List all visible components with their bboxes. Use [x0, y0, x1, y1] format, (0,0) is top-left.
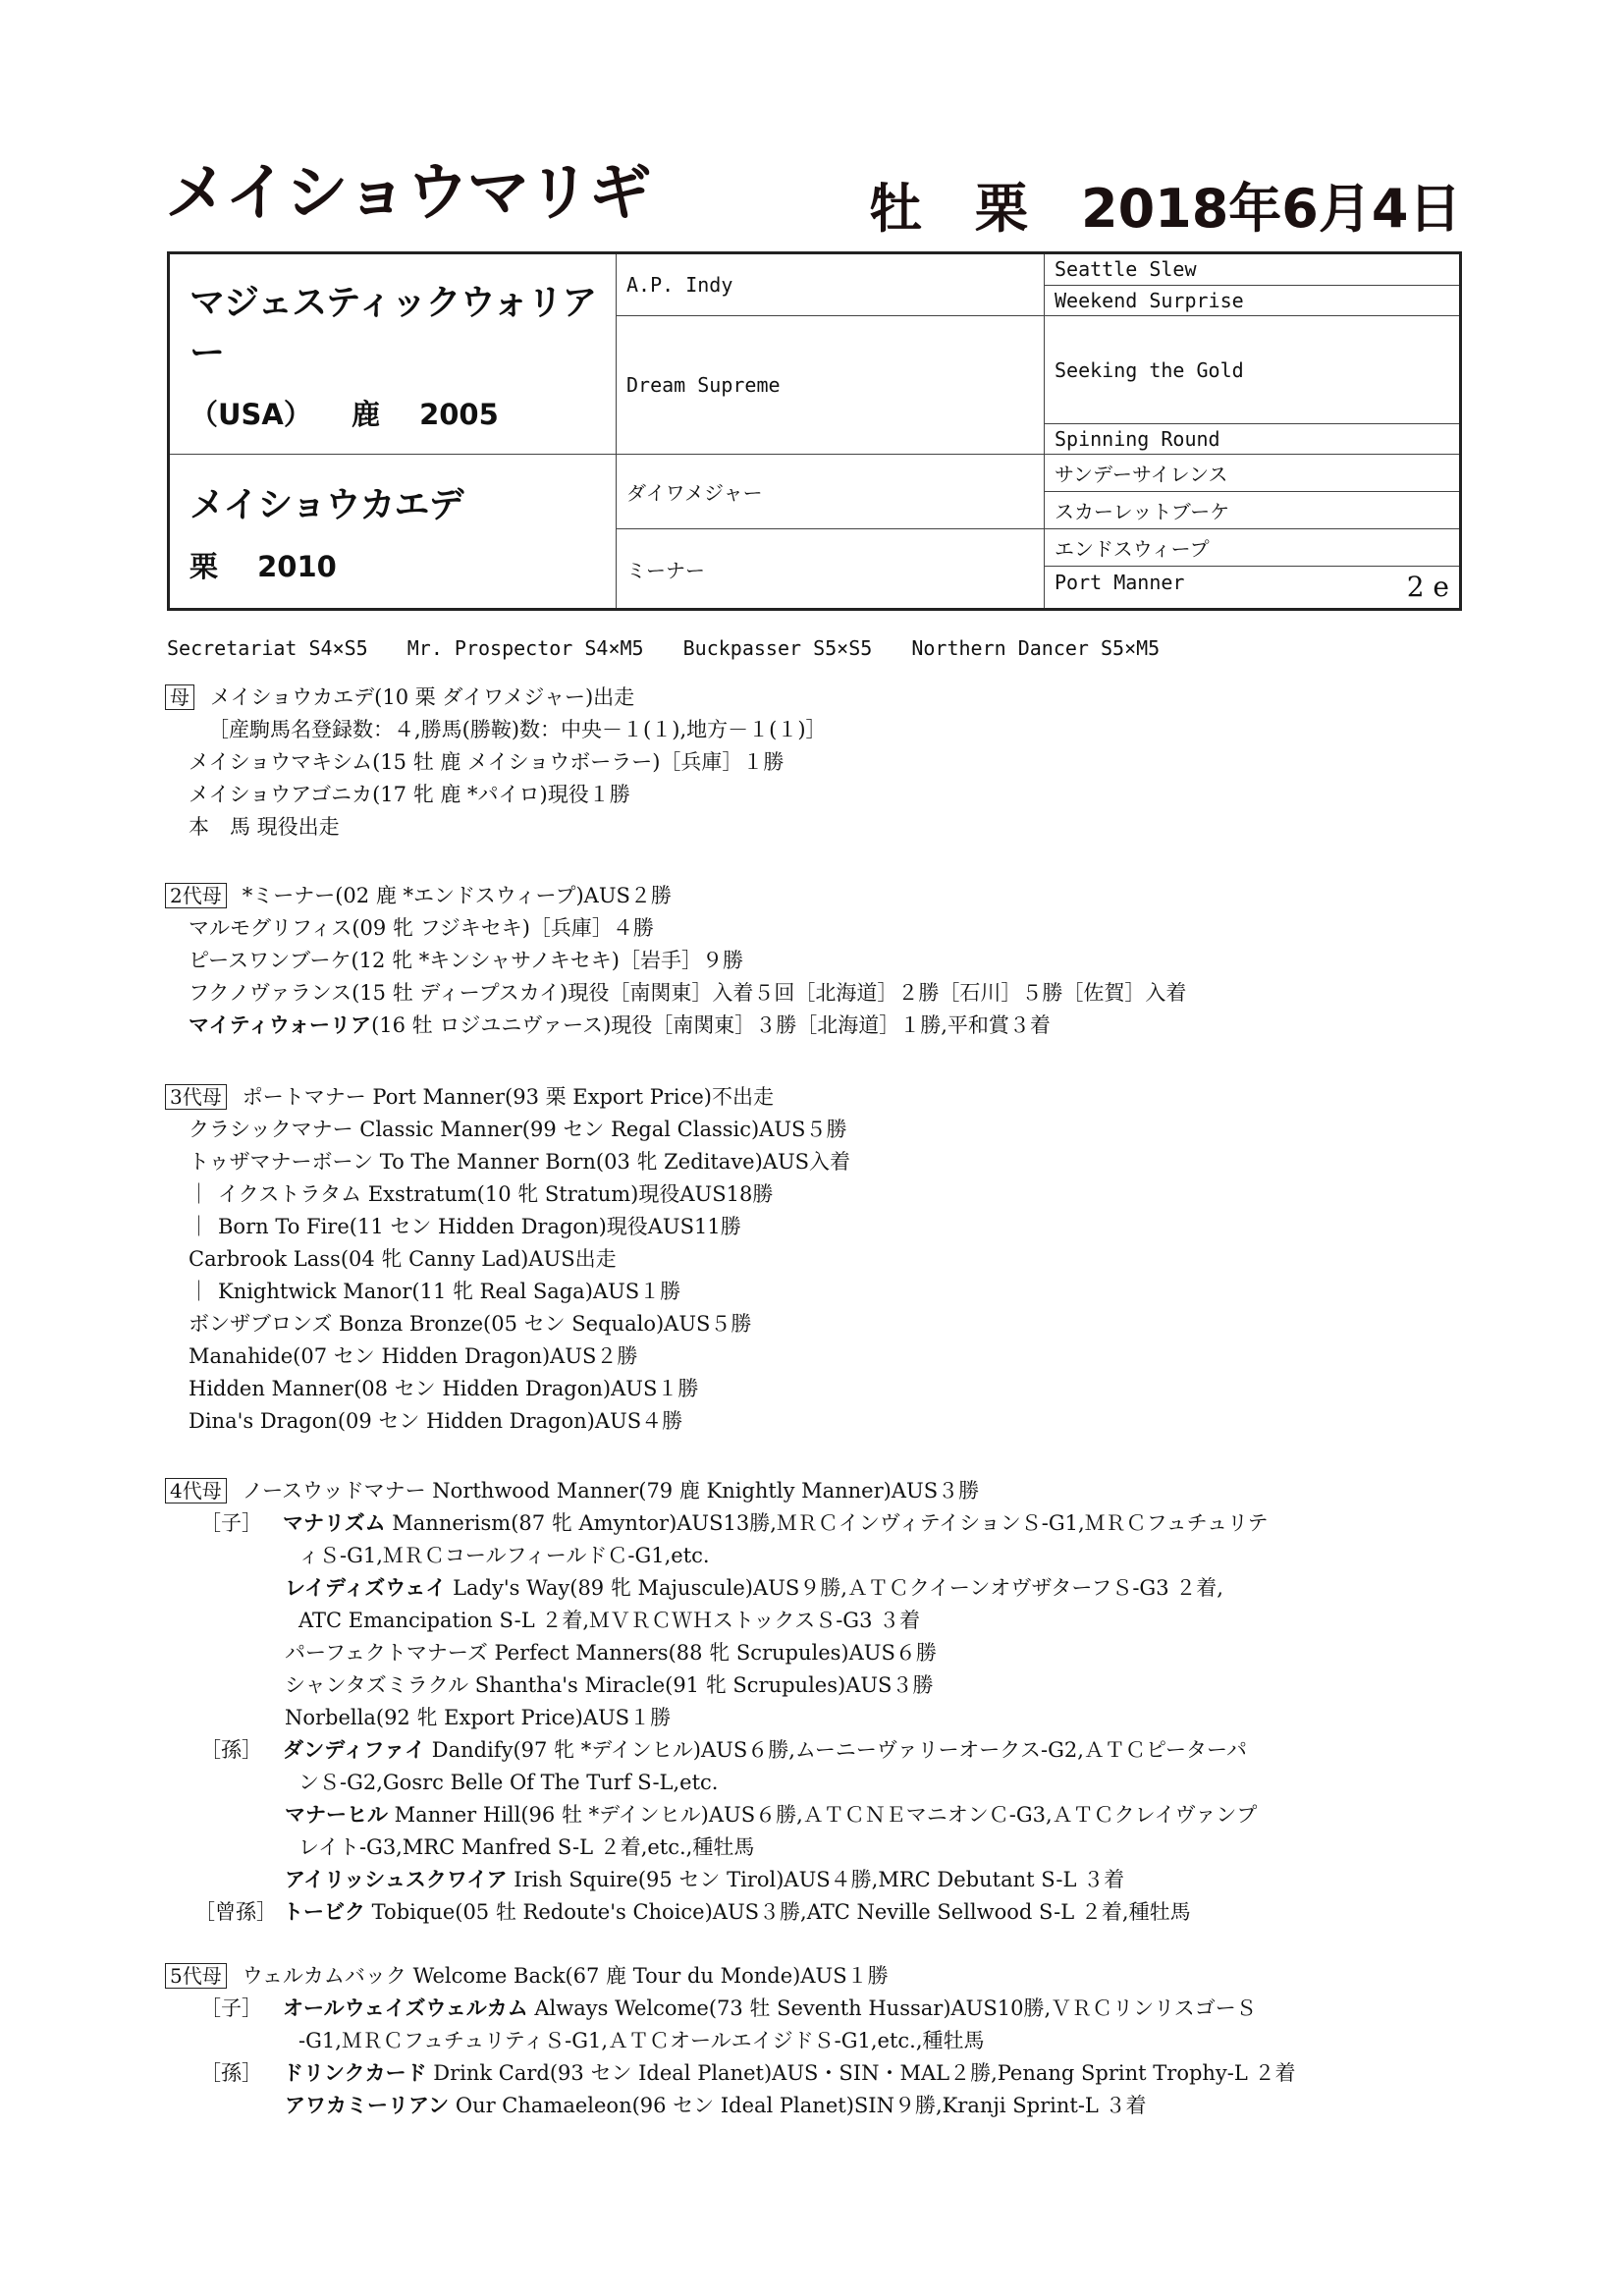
category-label: ［孫］ [200, 1738, 262, 1762]
section-label: 4代母 [165, 1478, 227, 1503]
section-second-dam [165, 880, 1461, 1042]
notable-line [165, 2090, 1461, 2122]
progeny-line: Manahide(07 セン Hidden Dragon)AUS２勝 [189, 1344, 638, 1368]
progeny-summary: ［産駒馬名登録数：４,勝馬(勝鞍)数：中央－１(１),地方－１(１)］ [208, 718, 827, 741]
sire-name: マジェスティックウォリアー [189, 283, 597, 374]
progeny-line: クラシックマナー Classic Manner(99 セン Regal Classic)AUS５勝 [189, 1118, 847, 1141]
dam-dam: ミーナー [617, 529, 1045, 610]
notable-line [165, 1799, 1461, 1831]
notable-detail: Lady's Way(89 牝 Majuscule)AUS９勝,ＡＴＣクイーンオヴザターフＳ-G3 ２着, [446, 1576, 1223, 1600]
gp-2: Weekend Surprise [1045, 285, 1461, 316]
tree-bar: ｜ [189, 1182, 209, 1206]
grandprogeny-text: Knightwick Manor(11 牝 Real Saga)AUS１勝 [218, 1280, 681, 1303]
notable-continued: レイト-G3,MRC Manfred S-L ２着,etc.,種牡馬 [298, 1835, 755, 1859]
notable-detail: Mannerism(87 牝 Amyntor)AUS13勝,ＭＲＣインヴィテイションＳ-G1,ＭＲＣフュチュリテ [385, 1511, 1269, 1535]
dam-name: メイショウカエデ [189, 485, 463, 526]
category-label: ［孫］ [200, 2061, 262, 2085]
grandprogeny-line [165, 1178, 1461, 1211]
gp-6: スカーレットブーケ [1045, 492, 1461, 529]
section-dam [165, 682, 1461, 844]
inbreeding-item: Northern Dancer S5×M5 [911, 636, 1161, 660]
notable-detail: Tobique(05 牡 Redoute's Choice)AUS３勝,ATC Neville Sellwood S-L ２着,種牡馬 [365, 1900, 1191, 1924]
sire-dam: Dream Supreme [617, 316, 1045, 455]
sire-origin: （USA） 鹿 2005 [189, 398, 499, 432]
progeny-line: パーフェクトマナーズ Perfect Manners(88 牝 Scrupules)AUS６勝 [285, 1641, 937, 1665]
notable-line [165, 1572, 1461, 1605]
dam-line: メイショウカエデ(10 栗 ダイワメジャー)出走 [210, 685, 635, 709]
category-label: ［曾孫］ [194, 1900, 277, 1924]
second-dam-line: *ミーナー(02 鹿 *エンドスウィープ)AUS２勝 [242, 884, 672, 907]
progeny-line: ピースワンブーケ(12 牝 *キンシャサノキセキ)［岩手］９勝 [189, 949, 743, 972]
category-label: ［子］ [200, 1996, 262, 2020]
progeny-line: Dina's Dragon(09 セン Hidden Dragon)AUS４勝 [189, 1409, 683, 1433]
notable-name: マナリズム [283, 1511, 386, 1535]
gp-7: エンドスウィープ [1045, 529, 1461, 567]
pedigree-table [167, 251, 1462, 611]
family-code: 2 e [1406, 571, 1449, 604]
notable-detail: Irish Squire(95 セン Tirol)AUS４勝,MRC Debutant S-L ３着 [507, 1868, 1125, 1891]
gp-8-name: Port Manner [1055, 571, 1185, 595]
section-label: 母 [165, 684, 194, 710]
notable-line [165, 2057, 1461, 2090]
progeny-line: トゥザマナーボーン To The Manner Born(03 牝 Zeditave)AUS入着 [189, 1150, 851, 1174]
notable-name: レイディズウェイ [285, 1576, 447, 1600]
notable-line [165, 1734, 1461, 1767]
gp-1: Seattle Slew [1045, 253, 1461, 286]
grandprogeny-line [165, 1211, 1461, 1243]
third-dam-line: ポートマナー Port Manner(93 栗 Export Price)不出走 [242, 1085, 774, 1109]
grandprogeny-text: Born To Fire(11 セン Hidden Dragon)現役AUS11勝 [218, 1215, 741, 1238]
notable-line [165, 1507, 1461, 1540]
notable-name: アイリッシュスクワイア [285, 1868, 508, 1891]
notable-detail: Manner Hill(96 牡 *デインヒル)AUS６勝,ＡＴＣＮＥマニオンＣ-G3,ＡＴＣクレイヴァンプ [388, 1803, 1258, 1827]
dam-sire: ダイワメジャー [617, 455, 1045, 529]
notable-name: ダンディファイ [283, 1738, 426, 1762]
notable-continued: -G1,ＭＲＣフュチュリティＳ-G1,ＡＴＣオールエイジドＳ-G1,etc.,種牡馬 [298, 2029, 985, 2052]
horse-name: メイショウマリギ [165, 157, 650, 230]
progeny-line: Hidden Manner(08 セン Hidden Dragon)AUS１勝 [189, 1377, 699, 1400]
inbreeding-line [167, 636, 1187, 660]
progeny-line: シャンタズミラクル Shantha's Miracle(91 牝 Scrupules)AUS３勝 [285, 1673, 934, 1697]
progeny-detail: (16 牡 ロジユニヴァース)現役［南関東］３勝［北海道］１勝,平和賞３着 [371, 1013, 1051, 1037]
notable-continued: ンＳ-G2,Gosrc Belle Of The Turf S-L,etc. [298, 1771, 719, 1794]
sex-color-dob: 牡 栗 2018年6月4日 [869, 178, 1462, 240]
gp-5: サンデーサイレンス [1045, 455, 1461, 492]
inbreeding-item: Mr. Prospector S4×M5 [406, 636, 644, 660]
progeny-line: 本 馬 現役出走 [189, 815, 340, 839]
progeny-line: メイショウマキシム(15 牡 鹿 メイショウボーラー)［兵庫］１勝 [189, 750, 785, 774]
inbreeding-item: Buckpasser S5×S5 [682, 636, 873, 660]
notable-detail: Drink Card(93 セン Ideal Planet)AUS・SIN・MAL２勝,Penang Sprint Trophy-L ２着 [426, 2061, 1296, 2085]
section-label: 2代母 [165, 883, 227, 908]
notable-line [165, 1896, 1461, 1929]
notable-detail: Dandify(97 牝 *デインヒル)AUS６勝,ムーニーヴァリーオークス-G2,ＡＴＣピーターパ [425, 1738, 1247, 1762]
notable-name: ドリンクカード [283, 2061, 427, 2085]
notable-name: アワカミーリアン [285, 2094, 450, 2117]
progeny-line: ボンザブロンズ Bonza Bronze(05 セン Sequalo)AUS５勝 [189, 1312, 752, 1336]
progeny-line: メイショウアゴニカ(17 牝 鹿 *パイロ)現役１勝 [189, 783, 630, 806]
notable-name: オールウェイズウェルカム [283, 1996, 528, 2020]
progeny-line: フクノヴァランス(15 牡 ディープスカイ)現役［南関東］入着５回［北海道］２勝［石川］５勝［佐賀］入着 [189, 981, 1187, 1005]
notable-detail: Our Chamaeleon(96 セン Ideal Planet)SIN９勝,Kranji Sprint-L ３着 [449, 2094, 1147, 2117]
tree-bar: ｜ [189, 1280, 209, 1303]
dam-cell [169, 455, 617, 610]
notable-name: マイティウォーリア [189, 1013, 372, 1037]
notable-detail: Always Welcome(73 牡 Seventh Hussar)AUS10勝,ＶＲＣリンリスゴーＳ [527, 1996, 1257, 2020]
notable-continued: ィＳ-G1,ＭＲＣコールフィールドＣ-G1,etc. [298, 1544, 710, 1567]
category-label: ［子］ [200, 1511, 262, 1535]
sire-cell [169, 253, 617, 455]
section-label: 3代母 [165, 1084, 227, 1110]
fifth-dam-line: ウェルカムバック Welcome Back(67 鹿 Tour du Monde)AUS１勝 [242, 1964, 889, 1988]
section-fourth-dam [165, 1475, 1461, 1929]
section-third-dam [165, 1081, 1461, 1438]
notable-line [165, 1864, 1461, 1896]
gp-3: Seeking the Gold [1045, 316, 1461, 424]
gp-4: Spinning Round [1045, 423, 1461, 455]
notable-continued: ATC Emancipation S-L ２着,ＭＶＲＣＷＨストックスＳ-G3 ３着 [298, 1609, 921, 1632]
progeny-line: Norbella(92 牝 Export Price)AUS１勝 [285, 1706, 672, 1729]
fourth-dam-line: ノースウッドマナー Northwood Manner(79 鹿 Knightly Manner)AUS３勝 [242, 1479, 980, 1503]
gp-8 [1045, 566, 1461, 609]
grandprogeny-text: イクストラタム Exstratum(10 牝 Stratum)現役AUS18勝 [218, 1182, 774, 1206]
progeny-line: マルモグリフィス(09 牝 フジキセキ)［兵庫］４勝 [189, 916, 654, 940]
notable-name: トービク [283, 1900, 365, 1924]
sire-sire: A.P. Indy [617, 253, 1045, 316]
progeny-line: Carbrook Lass(04 牝 Canny Lad)AUS出走 [189, 1247, 617, 1271]
inbreeding-item: Secretariat S4×S5 [167, 636, 368, 660]
progeny-line [165, 1010, 1461, 1042]
notable-name: マナーヒル [285, 1803, 388, 1827]
grandprogeny-line [165, 1276, 1461, 1308]
section-label: 5代母 [165, 1963, 227, 1989]
dam-color-year: 栗 2010 [189, 550, 337, 584]
notable-line [165, 1993, 1461, 2025]
section-fifth-dam [165, 1960, 1461, 2122]
tree-bar: ｜ [189, 1215, 209, 1238]
